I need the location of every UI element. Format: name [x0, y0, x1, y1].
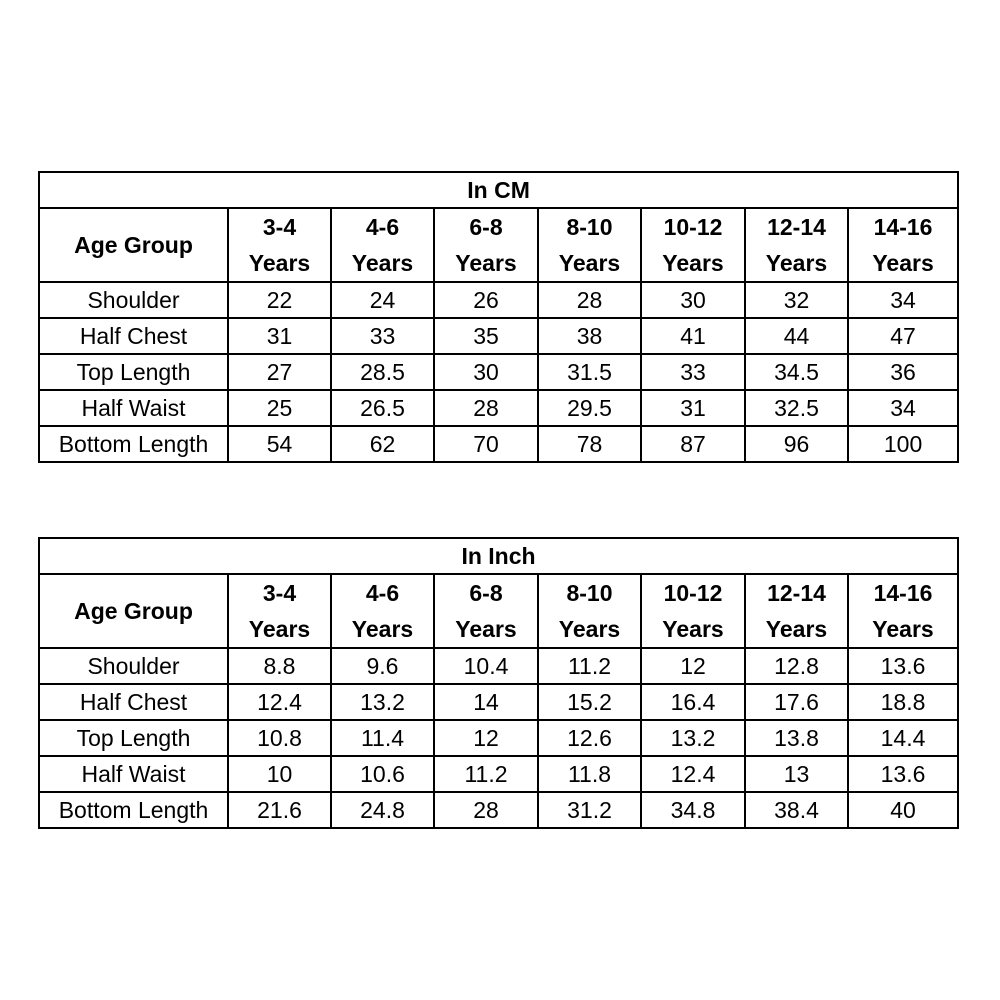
measurement-value: 15.2 — [538, 684, 641, 720]
measurement-value: 11.4 — [331, 720, 434, 756]
measurement-value: 13 — [745, 756, 848, 792]
age-column-header: 4-6 Years — [331, 574, 434, 648]
age-column-header: 3-4 Years — [228, 574, 331, 648]
measurement-value: 26.5 — [331, 390, 434, 426]
measurement-value: 12 — [641, 648, 745, 684]
measurement-value: 31 — [228, 318, 331, 354]
measurement-label: Top Length — [39, 720, 228, 756]
measurement-value: 13.6 — [848, 648, 958, 684]
measurement-value: 11.8 — [538, 756, 641, 792]
measurement-value: 38.4 — [745, 792, 848, 828]
measurement-value: 32.5 — [745, 390, 848, 426]
measurement-value: 24.8 — [331, 792, 434, 828]
measurement-value: 47 — [848, 318, 958, 354]
measurement-value: 12.4 — [641, 756, 745, 792]
measurement-value: 28 — [434, 792, 538, 828]
age-column-header: 14-16 Years — [848, 574, 958, 648]
age-column-header: 12-14 Years — [745, 208, 848, 282]
measurement-value: 36 — [848, 354, 958, 390]
measurement-value: 12.8 — [745, 648, 848, 684]
measurement-value: 29.5 — [538, 390, 641, 426]
measurement-value: 13.2 — [331, 684, 434, 720]
size-chart-inch — [38, 537, 959, 829]
measurement-value: 34.5 — [745, 354, 848, 390]
measurement-value: 18.8 — [848, 684, 958, 720]
table-row — [39, 390, 958, 426]
measurement-value: 11.2 — [538, 648, 641, 684]
age-column-header: 3-4 Years — [228, 208, 331, 282]
measurement-value: 96 — [745, 426, 848, 462]
age-column-header: 12-14 Years — [745, 574, 848, 648]
table-row — [39, 720, 958, 756]
measurement-label: Bottom Length — [39, 792, 228, 828]
measurement-value: 34.8 — [641, 792, 745, 828]
measurement-value: 25 — [228, 390, 331, 426]
measurement-value: 12.4 — [228, 684, 331, 720]
measurement-label: Top Length — [39, 354, 228, 390]
measurement-value: 32 — [745, 282, 848, 318]
measurement-value: 28.5 — [331, 354, 434, 390]
measurement-value: 40 — [848, 792, 958, 828]
table-row — [39, 684, 958, 720]
measurement-value: 78 — [538, 426, 641, 462]
age-group-header: Age Group — [39, 208, 228, 282]
measurement-value: 35 — [434, 318, 538, 354]
measurement-value: 13.2 — [641, 720, 745, 756]
measurement-value: 31.5 — [538, 354, 641, 390]
age-group-header: Age Group — [39, 574, 228, 648]
measurement-value: 21.6 — [228, 792, 331, 828]
age-column-header: 10-12 Years — [641, 574, 745, 648]
measurement-value: 41 — [641, 318, 745, 354]
measurement-value: 11.2 — [434, 756, 538, 792]
measurement-value: 14.4 — [848, 720, 958, 756]
measurement-value: 12.6 — [538, 720, 641, 756]
measurement-value: 70 — [434, 426, 538, 462]
measurement-value: 16.4 — [641, 684, 745, 720]
measurement-value: 34 — [848, 282, 958, 318]
measurement-label: Shoulder — [39, 282, 228, 318]
measurement-value: 31 — [641, 390, 745, 426]
measurement-value: 30 — [434, 354, 538, 390]
measurement-value: 8.8 — [228, 648, 331, 684]
measurement-value: 62 — [331, 426, 434, 462]
measurement-value: 17.6 — [745, 684, 848, 720]
measurement-value: 87 — [641, 426, 745, 462]
measurement-value: 10.4 — [434, 648, 538, 684]
measurement-label: Half Chest — [39, 684, 228, 720]
table-row — [39, 318, 958, 354]
age-column-header: 10-12 Years — [641, 208, 745, 282]
measurement-value: 10.6 — [331, 756, 434, 792]
measurement-value: 33 — [641, 354, 745, 390]
measurement-value: 13.6 — [848, 756, 958, 792]
measurement-value: 33 — [331, 318, 434, 354]
measurement-value: 10.8 — [228, 720, 331, 756]
measurement-value: 26 — [434, 282, 538, 318]
measurement-value: 28 — [538, 282, 641, 318]
size-chart-cm — [38, 171, 959, 463]
measurement-value: 28 — [434, 390, 538, 426]
table-row — [39, 282, 958, 318]
measurement-value: 34 — [848, 390, 958, 426]
measurement-label: Bottom Length — [39, 426, 228, 462]
age-column-header: 8-10 Years — [538, 208, 641, 282]
measurement-label: Half Waist — [39, 756, 228, 792]
measurement-value: 14 — [434, 684, 538, 720]
age-column-header: 8-10 Years — [538, 574, 641, 648]
table-caption: In Inch — [39, 538, 958, 574]
table-row — [39, 792, 958, 828]
measurement-value: 10 — [228, 756, 331, 792]
measurement-value: 27 — [228, 354, 331, 390]
table-row — [39, 426, 958, 462]
measurement-label: Shoulder — [39, 648, 228, 684]
measurement-value: 9.6 — [331, 648, 434, 684]
measurement-label: Half Waist — [39, 390, 228, 426]
table-row — [39, 648, 958, 684]
table-row — [39, 354, 958, 390]
measurement-value: 22 — [228, 282, 331, 318]
measurement-value: 13.8 — [745, 720, 848, 756]
measurement-value: 31.2 — [538, 792, 641, 828]
measurement-label: Half Chest — [39, 318, 228, 354]
measurement-value: 54 — [228, 426, 331, 462]
age-column-header: 6-8 Years — [434, 574, 538, 648]
table-caption: In CM — [39, 172, 958, 208]
measurement-value: 12 — [434, 720, 538, 756]
age-column-header: 6-8 Years — [434, 208, 538, 282]
measurement-value: 38 — [538, 318, 641, 354]
age-column-header: 4-6 Years — [331, 208, 434, 282]
measurement-value: 100 — [848, 426, 958, 462]
measurement-value: 24 — [331, 282, 434, 318]
measurement-value: 44 — [745, 318, 848, 354]
age-column-header: 14-16 Years — [848, 208, 958, 282]
measurement-value: 30 — [641, 282, 745, 318]
table-row — [39, 756, 958, 792]
